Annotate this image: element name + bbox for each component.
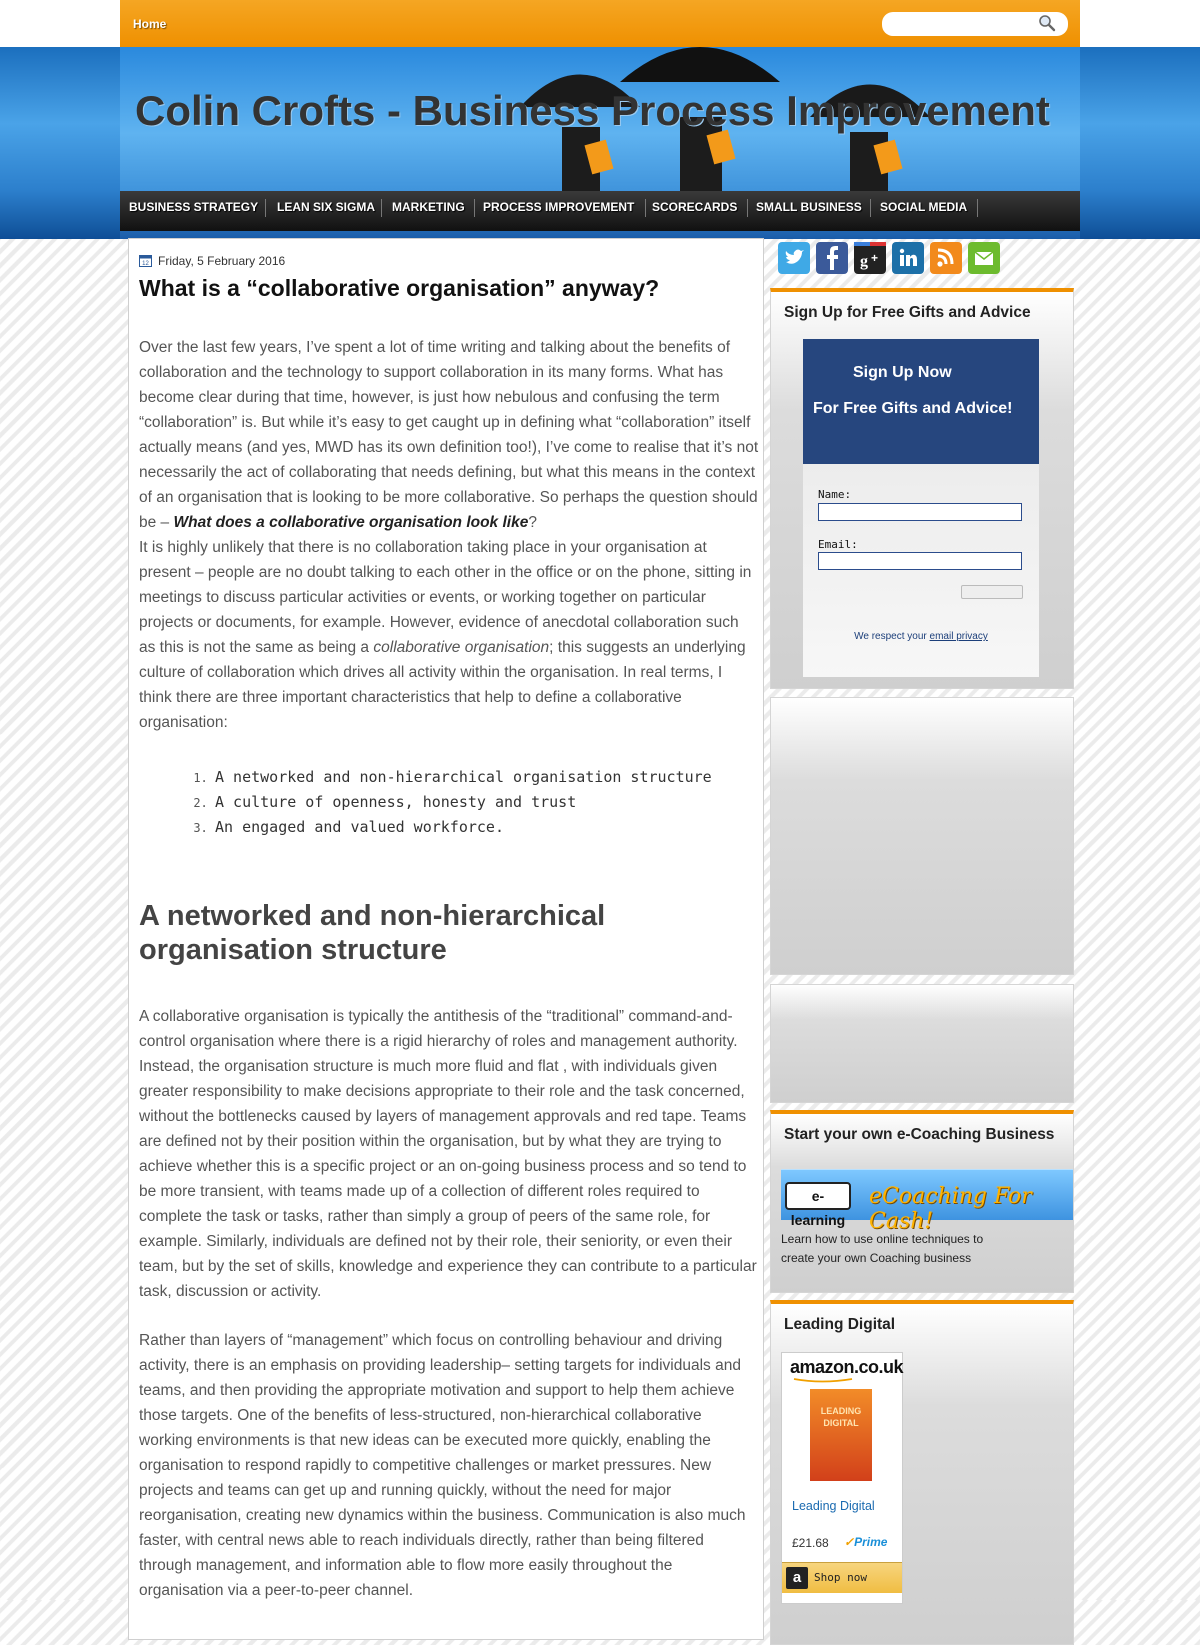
svg-text:+: + [871, 251, 879, 265]
email-icon[interactable] [968, 242, 1000, 274]
twitter-icon[interactable] [778, 242, 810, 274]
name-field[interactable] [818, 503, 1022, 521]
main-nav [120, 191, 1080, 231]
ecoaching-slogan: eCoaching For Cash! [869, 1184, 1032, 1234]
nav-item-small-business[interactable]: SMALL BUSINESS [756, 200, 862, 214]
signup-form [803, 339, 1039, 677]
search-icon[interactable] [1038, 14, 1056, 32]
signup-widget [770, 288, 1074, 689]
privacy-text: We respect your [854, 631, 927, 642]
book-cover-image[interactable] [810, 1389, 872, 1481]
list-item: 1. A networked and non-hierarchical organisation structure [215, 765, 715, 790]
linkedin-icon[interactable] [892, 242, 924, 274]
amazon-logo: amazon.co.uk [790, 1357, 904, 1377]
ecoaching-banner[interactable] [781, 1169, 1073, 1234]
book-price: £21.68 [792, 1536, 829, 1550]
widget-title: Start your own e-Coaching Business [784, 1126, 1055, 1143]
calendar-icon [139, 254, 152, 267]
ecoaching-description: Learn how to use online techniques to create your own Coaching business [781, 1232, 984, 1265]
widget-title: Leading Digital [784, 1316, 896, 1333]
elearning-tag: e-learning [785, 1182, 851, 1210]
post-date-text: Friday, 5 February 2016 [158, 254, 286, 268]
rss-icon[interactable] [930, 242, 962, 274]
p2-start: It is highly unlikely that there is no collaboration taking place in your organisation at present – people are no doubt talking to each other in the office or on the phone, sitting in meetings to discuss particular activities or events, or working together on particular projects or documents, for example. However, evidence of anecdotal collaboration such as this is not the same as being a [139, 539, 752, 656]
post-title[interactable]: What is a “collaborative organisation” anyway? [139, 275, 660, 301]
p2-italic: collaborative organisation [373, 639, 550, 656]
intro-question: What does a collaborative organisation look like [173, 514, 529, 531]
amazon-icon: a [786, 1567, 808, 1589]
list-item: 2. A culture of openness, honesty and trust [215, 790, 715, 815]
empty-widget [770, 697, 1074, 975]
nav-separator [645, 199, 646, 217]
email-field[interactable] [818, 552, 1022, 570]
email-privacy-link[interactable]: email privacy [929, 631, 988, 642]
svg-text:g: g [860, 253, 868, 270]
empty-widget [770, 984, 1074, 1103]
shop-now-label: Shop now [814, 1571, 867, 1584]
submit-button[interactable] [961, 585, 1023, 599]
list-item: 3. An engaged and valued workforce. [215, 815, 715, 840]
signup-banner-heading: Sign Up Now [853, 364, 952, 381]
nav-separator [870, 199, 871, 217]
prime-check-icon: ✓ [844, 1535, 855, 1549]
site-header [120, 47, 1080, 239]
post-paragraph-intro [139, 335, 759, 735]
ecoaching-widget [770, 1110, 1074, 1293]
google-plus-icon[interactable] [854, 242, 886, 274]
post-paragraph: Rather than layers of “management” which focus on controlling behaviour and driving activity, there is an emphasis on providing leadership– setting targets for individuals and teams, and then providing the appropriate motivation and support to help them achieve those targets. One of the benefits of less-structured, non-hierarchical collaborative working environments is that new ideas can be executed more quickly, enabling the organisation to respond rapidly to competitive challenges or market pressures. New projects and teams can get up and running quickly, without the need for major reorganisation, creating new dynamics within the business. Communication is also much faster, with central news able to reach individuals directly, rather than being filtered through management, and information able to flow more easily throughout the organisation via a peer-to-peer channel. [139, 1332, 746, 1599]
intro-text: Over the last few years, I’ve spent a lot of time writing and talking about the benefits of collaboration and the technology to support collaboration in its many forms. What has become clear during that time, however, is just how nebulous and confusing the term “collaboration” is. But while it’s easy to get caught up in defining what “collaboration” itself actually means (and yes, MWD has its own definition too!), I’ve come to realise that it’s not necessarily the act of collaborating that needs defining, but what this means in the context of an organisation that is looking to be more collaborative. So perhaps the question should be – [139, 339, 759, 531]
blog-post [128, 238, 764, 1640]
post-paragraph: A collaborative organisation is typically the antithesis of the “traditional” command-and-control organisation where there is a rigid hierarchy of roles and management authority. Instead, the organisation structure is much more fluid and flat , with individuals given greater responsibility to make decisions appropriate to their role and the task concerned, without the bottlenecks caused by layers of management approvals and red tape. Teams are defined not by their position within the organisation, but by what they are trying to achieve whether this is a specific project or an on-going business process and so tend to be more transient, with teams made up of a collection of different roles required to complete the task or tasks, rather than simply a group of peers of the same role, for example. Similarly, individuals are defined not by their role, their seniority, or even their team, but by the set of skills, knowledge and experience they can contribute to a particular task, discussion or activity. [139, 1008, 757, 1300]
characteristics-list [199, 765, 715, 840]
nav-item-process-improvement[interactable]: PROCESS IMPROVEMENT [483, 200, 635, 214]
intro-question-end: ? [528, 514, 537, 531]
amazon-smile-icon [792, 1378, 862, 1384]
privacy-note [803, 631, 1039, 642]
email-label: Email: [818, 538, 858, 551]
home-link[interactable]: Home [133, 17, 167, 31]
top-bar [120, 0, 1080, 47]
nav-separator [265, 199, 266, 217]
nav-separator [747, 199, 748, 217]
book-cover-text: LEADING DIGITAL [820, 1406, 862, 1428]
leading-digital-widget [770, 1300, 1074, 1645]
shop-now-button[interactable] [782, 1562, 902, 1593]
signup-banner-subheading: For Free Gifts and Advice! [813, 400, 1013, 417]
nav-item-marketing[interactable]: MARKETING [392, 200, 465, 214]
site-title[interactable]: Colin Crofts - Business Process Improvement [135, 87, 1050, 134]
prime-label: Prime [854, 1535, 888, 1549]
amazon-product-card [781, 1352, 903, 1604]
post-date [139, 254, 285, 268]
name-label: Name: [818, 488, 852, 501]
nav-item-social-media[interactable]: SOCIAL MEDIA [880, 200, 968, 214]
nav-item-lean-six-sigma[interactable]: LEAN SIX SIGMA [277, 200, 376, 214]
widget-title: Sign Up for Free Gifts and Advice [784, 304, 1031, 321]
nav-item-business-strategy[interactable]: BUSINESS STRATEGY [129, 200, 259, 214]
signup-banner [803, 339, 1039, 464]
nav-separator [474, 199, 475, 217]
nav-item-scorecards[interactable]: SCORECARDS [652, 200, 738, 214]
book-title-link[interactable]: Leading Digital [792, 1499, 875, 1513]
p2-end: ; this suggests an underlying culture of collaboration which drives all activity within the organisation. In real terms, I think there are three important characteristics that help to define a collaborative organisation: [139, 639, 746, 731]
svg-text:12: 12 [142, 261, 149, 267]
prime-badge [844, 1535, 887, 1549]
section-heading: A networked and non-hierarchical organisation structure [139, 900, 606, 966]
nav-separator [381, 199, 382, 217]
facebook-icon[interactable] [816, 242, 848, 274]
nav-separator [977, 199, 978, 217]
